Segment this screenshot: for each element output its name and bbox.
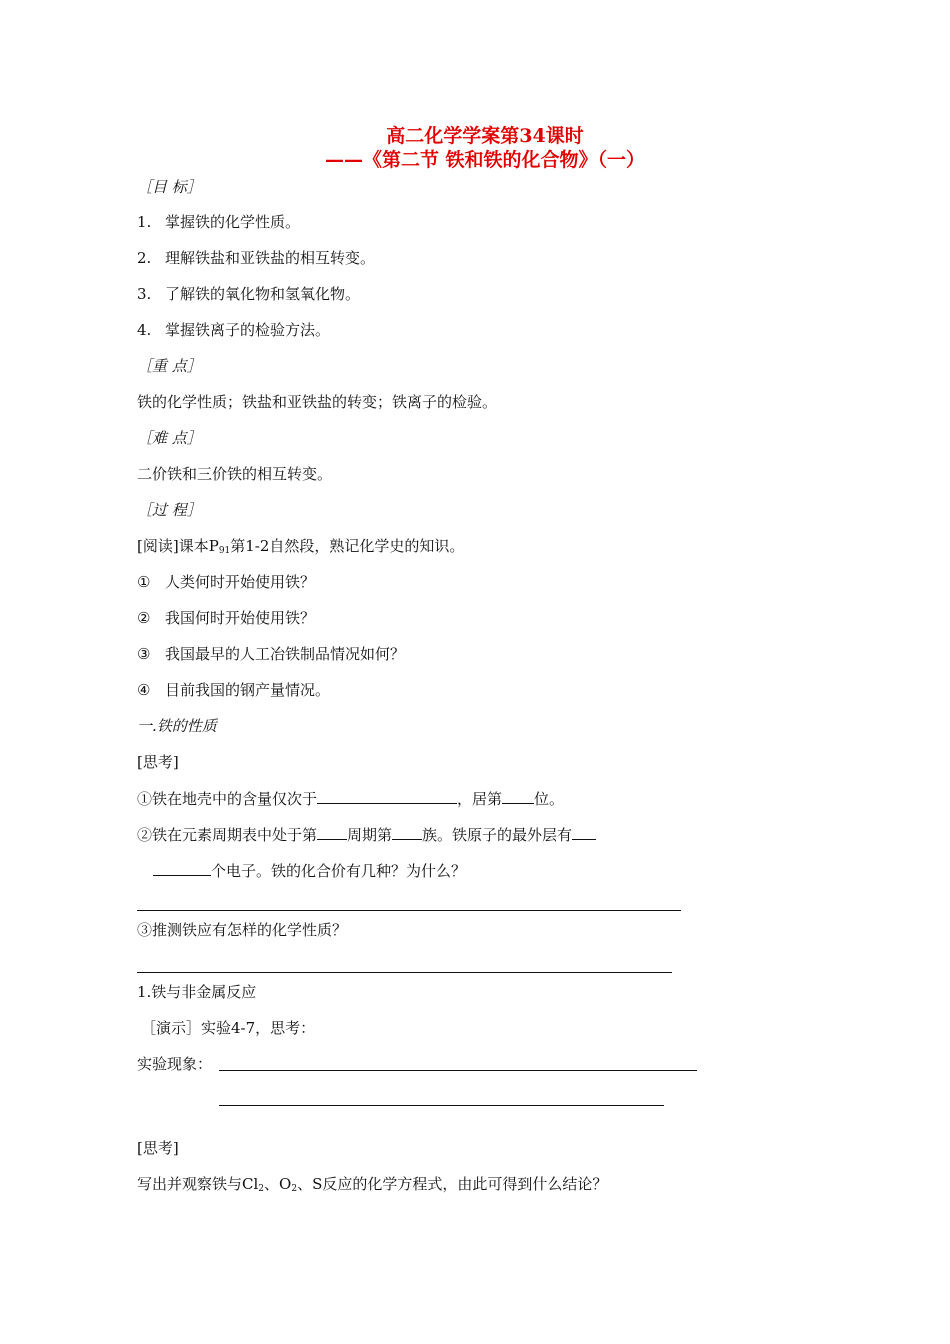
subscript: 2 <box>291 1184 298 1194</box>
process-label: ［过 程］ <box>137 501 202 519</box>
subscript: 2 <box>258 1184 265 1194</box>
page-subtitle: ——《第二节 铁和铁的化合物》（一） <box>324 149 646 171</box>
goal-text: 了解铁的氧化物和氢氧化物。 <box>165 285 361 303</box>
difficulty-label: ［难 点］ <box>137 429 202 447</box>
think-q1-text-a: ①铁在地壳中的含量仅次于 <box>137 790 318 808</box>
part1-heading: 一.铁的性质 <box>137 717 217 735</box>
key-points-text: 铁的化学性质；铁盐和亚铁盐的转变；铁离子的检验。 <box>137 393 498 411</box>
final-question <box>137 1174 607 1194</box>
goal-text: 理解铁盐和亚铁盐的相互转变。 <box>165 249 376 267</box>
question-number: ③ <box>137 645 151 663</box>
think-question-2-cont <box>153 860 466 881</box>
question-item <box>137 608 315 628</box>
question-text: 我国最早的人工冶铁制品情况如何？ <box>165 645 406 663</box>
goal-item <box>137 248 375 268</box>
think-question-3: ③推测铁应有怎样的化学性质？ <box>137 921 348 939</box>
phenomenon-label: 实验现象： <box>137 1055 213 1073</box>
reading-suffix: 第1-2自然段，熟记化学史的知识。 <box>230 537 465 555</box>
question-text: 目前我国的钢产量情况。 <box>165 681 331 699</box>
think-q2-text-b: 周期第 <box>347 826 393 844</box>
final-question-c: 、S反应的化学方程式，由此可得到什么结论？ <box>297 1175 608 1193</box>
page-title: 高二化学学案第34课时 <box>386 125 584 147</box>
subsection-heading: 1.铁与非金属反应 <box>137 983 257 1001</box>
goal-item <box>137 284 360 304</box>
goal-text: 掌握铁的化学性质。 <box>165 213 301 231</box>
answer-blank[interactable] <box>392 824 422 840</box>
goal-item <box>137 212 300 232</box>
goal-number: 3. <box>137 285 152 303</box>
think-q1-text-c: 位。 <box>534 790 565 808</box>
question-number: ① <box>137 573 151 591</box>
question-item <box>137 644 405 664</box>
question-text: 我国何时开始使用铁？ <box>165 609 316 627</box>
question-number: ② <box>137 609 151 627</box>
answer-line[interactable] <box>219 1070 697 1071</box>
think-q2-text-a: ②铁在元素周期表中处于第 <box>137 826 318 844</box>
think-q2-text-d: 个电子。铁的化合价有几种？为什么？ <box>211 862 467 880</box>
think-label-2: [思考] <box>137 1139 179 1157</box>
goal-number: 4. <box>137 321 152 339</box>
key-points-label: ［重 点］ <box>137 357 202 375</box>
goal-item <box>137 320 330 340</box>
think-label: [思考] <box>137 753 179 771</box>
answer-line[interactable] <box>137 910 681 911</box>
reading-prefix: [阅读]课本P <box>137 537 219 555</box>
reading-page-subscript: 91 <box>218 546 231 556</box>
answer-blank[interactable] <box>153 860 211 876</box>
reading-instruction <box>137 536 464 556</box>
final-question-b: 、O <box>264 1175 292 1193</box>
think-q1-text-b: ，居第 <box>457 790 503 808</box>
goals-label: ［目 标］ <box>137 178 202 196</box>
goal-text: 掌握铁离子的检验方法。 <box>165 321 331 339</box>
final-question-a: 写出并观察铁与Cl <box>137 1175 259 1193</box>
question-item <box>137 572 315 592</box>
question-text: 人类何时开始使用铁？ <box>165 573 316 591</box>
goal-number: 1. <box>137 213 152 231</box>
goal-number: 2. <box>137 249 152 267</box>
think-question-2 <box>137 824 596 845</box>
answer-blank[interactable] <box>317 824 347 840</box>
answer-blank[interactable] <box>317 788 457 804</box>
answer-line[interactable] <box>137 972 672 973</box>
answer-blank[interactable] <box>502 788 534 804</box>
answer-blank[interactable] <box>572 824 596 840</box>
think-question-1 <box>137 788 564 809</box>
answer-line[interactable] <box>219 1105 664 1106</box>
question-number: ④ <box>137 681 151 699</box>
question-item <box>137 680 330 700</box>
demo-line: ［演示］实验4-7，思考： <box>141 1019 316 1037</box>
difficulty-text: 二价铁和三价铁的相互转变。 <box>137 465 333 483</box>
think-q2-text-c: 族。铁原子的最外层有 <box>422 826 573 844</box>
